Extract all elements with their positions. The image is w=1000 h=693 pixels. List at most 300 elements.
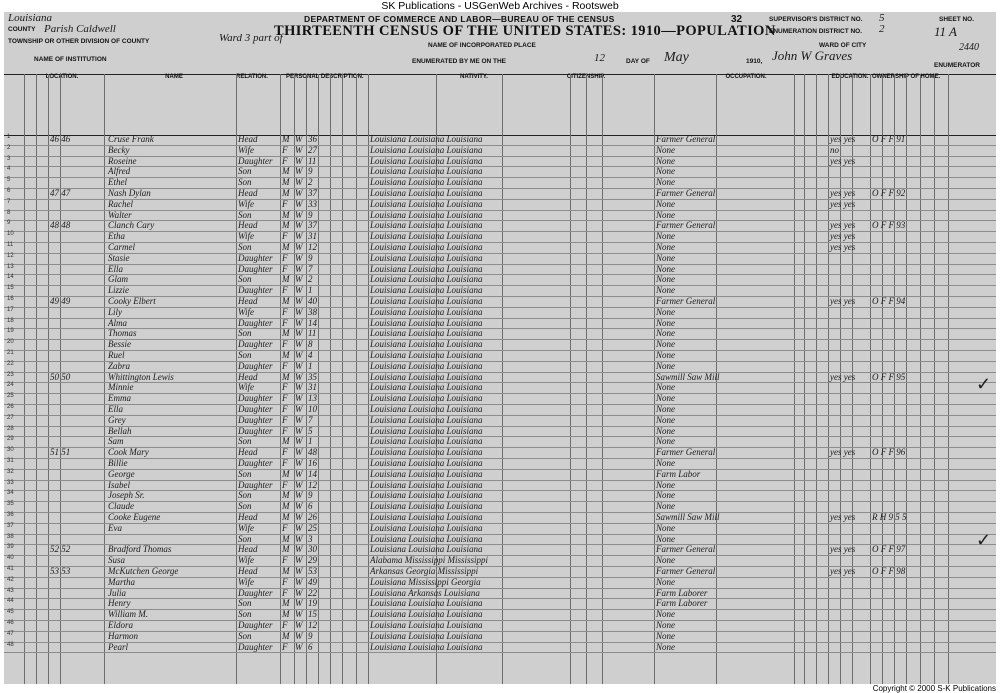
cell-pl: Louisiana Louisiana Louisiana — [370, 198, 483, 209]
cell-sx: M — [282, 630, 290, 641]
cell-occ: Farmer General — [656, 220, 716, 231]
cell-pl: Louisiana Louisiana Louisiana — [370, 447, 483, 458]
cell-occ: None — [656, 198, 675, 209]
cell-rel: Son — [238, 630, 252, 641]
incorporated-place-label: NAME OF INCORPORATED PLACE — [428, 42, 536, 49]
cell-occ: None — [656, 414, 675, 425]
cell-age: 38 — [308, 306, 317, 317]
cell-occ: None — [656, 209, 675, 220]
cell-rel: Son — [238, 490, 252, 501]
cell-name: Julia — [108, 587, 126, 598]
cell-sx: F — [282, 479, 288, 490]
cell-sx: M — [282, 177, 290, 188]
year-label: 1910, — [746, 58, 763, 65]
cell-own: R H 9 5 5 — [872, 512, 907, 522]
cell-age: 53 — [308, 566, 317, 576]
cell-n: 16 — [7, 296, 14, 302]
cell-n: 26 — [7, 404, 14, 410]
ward-of-city-label: WARD OF CITY — [819, 42, 867, 49]
cell-pl: Louisiana Louisiana Louisiana — [370, 436, 483, 447]
cell-sx: M — [282, 188, 290, 198]
cell-n: 11 — [7, 242, 14, 248]
cell-age: 9 — [308, 166, 313, 177]
cell-n: 38 — [7, 533, 14, 540]
cell-ed: yes yes — [830, 220, 856, 231]
cell-rel: Head — [238, 134, 258, 144]
cell-sx: F — [282, 285, 288, 296]
cell-pl: Louisiana Louisiana Louisiana — [370, 468, 483, 479]
cell-age: 27 — [308, 144, 317, 155]
cell-pl: Louisiana Louisiana Louisiana — [370, 285, 483, 296]
cell-occ: None — [656, 501, 675, 512]
cell-ed: yes yes — [830, 188, 856, 198]
sheet-label: SHEET NO. — [939, 16, 975, 23]
cell-sx: M — [282, 609, 290, 620]
cell-age: 37 — [308, 188, 317, 198]
day-handwritten: 12 — [594, 52, 605, 64]
cell-sx: M — [282, 544, 290, 555]
cell-sx: M — [282, 533, 290, 544]
cell-pl: Louisiana Louisiana Louisiana — [370, 371, 483, 382]
cell-age: 37 — [308, 220, 317, 231]
cell-ed: yes yes — [830, 296, 856, 306]
cell-age: 13 — [308, 393, 317, 404]
institution-label: NAME OF INSTITUTION — [34, 56, 107, 63]
cell-age: 7 — [308, 414, 313, 425]
cell-occ: None — [656, 350, 675, 360]
cell-age: 29 — [308, 555, 317, 566]
cell-name: Whittington Lewis — [108, 371, 174, 382]
col-citizenship: CITIZENSHIP. — [566, 74, 606, 80]
cell-rel: Son — [238, 209, 252, 220]
cell-pl: Louisiana Louisiana Louisiana — [370, 479, 483, 490]
cell-age: 11 — [308, 155, 317, 166]
enumerator-handwritten: John W Graves — [772, 48, 853, 63]
cell-pl: Louisiana Arkansas Louisiana — [370, 587, 480, 598]
cell-rel: Son — [238, 468, 252, 479]
cell-occ: None — [656, 609, 675, 620]
cell-n: 12 — [7, 252, 14, 259]
cell-name: Stasie — [108, 252, 130, 263]
cell-pl: Louisiana Louisiana Louisiana — [370, 231, 483, 242]
cell-occ: None — [656, 425, 675, 436]
cell-n: 23 — [7, 371, 14, 378]
cell-age: 9 — [308, 490, 313, 501]
cell-occ: None — [656, 274, 675, 285]
cell-rc: W — [295, 436, 303, 447]
cell-pl: Louisiana Mississippi Georgia — [370, 576, 481, 587]
cell-age: 9 — [308, 252, 313, 263]
cell-pl: Louisiana Louisiana Louisiana — [370, 414, 483, 425]
cell-pl: Louisiana Louisiana Louisiana — [370, 382, 483, 393]
enum-district-label: ENUMERATION DISTRICT NO. — [769, 28, 863, 35]
cell-name: Bradford Thomas — [108, 544, 172, 555]
cell-age: 1 — [308, 285, 313, 296]
cell-rc: W — [295, 522, 303, 533]
cell-ed: yes yes — [830, 544, 856, 555]
cell-pl: Louisiana Louisiana Louisiana — [370, 425, 483, 436]
cell-age: 14 — [308, 468, 317, 479]
cell-rel: Wife — [238, 306, 254, 317]
cell-sx: M — [282, 371, 290, 382]
cell-sx: F — [282, 360, 288, 371]
cell-rel: Daughter — [238, 479, 273, 490]
cell-rc: W — [295, 360, 303, 371]
cell-sx: F — [282, 263, 288, 274]
cell-n: 34 — [7, 490, 14, 497]
cell-name: Zabra — [108, 360, 131, 371]
cell-occ: None — [656, 555, 675, 566]
cell-rel: Son — [238, 274, 252, 285]
cell-pl: Louisiana Louisiana Louisiana — [370, 252, 483, 263]
cell-n: 21 — [7, 350, 14, 356]
cell-ed: yes yes — [830, 371, 856, 382]
cell-own: O F F 98 — [872, 566, 906, 576]
cell-sx: F — [282, 382, 288, 393]
county-label: COUNTY — [8, 26, 36, 33]
enumerator-label: ENUMERATOR — [934, 62, 980, 69]
cell-ed: yes yes — [830, 447, 856, 458]
cell-pl: Louisiana Louisiana Louisiana — [370, 404, 483, 414]
cell-name: Rachel — [108, 198, 133, 209]
cell-occ: None — [656, 522, 675, 533]
cell-rel: Daughter — [238, 587, 273, 598]
cell-pl: Louisiana Louisiana Louisiana — [370, 209, 483, 220]
cell-occ: None — [656, 166, 675, 177]
cell-rel: Daughter — [238, 393, 273, 404]
cell-name: McKutchen George — [108, 566, 179, 576]
cell-pl: Louisiana Louisiana Louisiana — [370, 134, 483, 144]
cell-name: Walter — [108, 209, 132, 220]
cell-n: 22 — [7, 360, 14, 367]
cell-rc: W — [295, 339, 303, 350]
cell-rc: W — [295, 285, 303, 296]
cell-sx: F — [282, 458, 288, 468]
cell-ed: yes yes — [830, 231, 856, 242]
cell-name: Cruse Frank — [108, 134, 154, 144]
cell-rc: W — [295, 177, 303, 188]
cell-sx: F — [282, 576, 288, 587]
cell-rc: W — [295, 371, 303, 382]
cell-rel: Head — [238, 566, 258, 576]
cell-occ: None — [656, 641, 675, 652]
cell-sx: F — [282, 339, 288, 350]
cell-n: 20 — [7, 339, 14, 346]
cell-dw: 48 48 — [50, 220, 71, 231]
cell-own: O F F 91 — [872, 134, 906, 144]
cell-name: Sam — [108, 436, 124, 447]
col-education: EDUCATION. — [831, 74, 869, 80]
cell-name: Thomas — [108, 328, 137, 339]
cell-pl: Louisiana Louisiana Louisiana — [370, 598, 483, 609]
col-name: NAME — [165, 74, 183, 80]
cell-pl: Louisiana Louisiana Louisiana — [370, 166, 483, 177]
cell-pl: Louisiana Louisiana Louisiana — [370, 306, 483, 317]
cell-pl: Louisiana Louisiana Louisiana — [370, 544, 483, 555]
cell-rel: Wife — [238, 576, 254, 587]
cell-name: Roseine — [108, 155, 137, 166]
cell-pl: Louisiana Louisiana Louisiana — [370, 350, 483, 360]
cell-rel: Wife — [238, 144, 254, 155]
cell-occ: Farmer General — [656, 134, 716, 144]
cell-rc: W — [295, 425, 303, 436]
cell-pl: Louisiana Louisiana Louisiana — [370, 296, 483, 306]
cell-rel: Head — [238, 544, 258, 555]
cell-occ: Farm Laborer — [656, 587, 708, 598]
cell-own: O F F 93 — [872, 220, 906, 231]
cell-n: 5 — [7, 177, 11, 184]
cell-sx: M — [282, 166, 290, 177]
cell-sx: F — [282, 393, 288, 404]
cell-age: 49 — [308, 576, 317, 587]
cell-name: Billie — [108, 458, 128, 468]
cell-own: O F F 94 — [872, 296, 906, 306]
cell-rel: Daughter — [238, 404, 273, 414]
cell-rc: W — [295, 242, 303, 252]
cell-name: George — [108, 468, 135, 479]
cell-age: 4 — [308, 350, 313, 360]
cell-rc: W — [295, 274, 303, 285]
cell-pl: Louisiana Louisiana Louisiana — [370, 490, 483, 501]
cell-sx: F — [282, 252, 288, 263]
cell-pl: Louisiana Louisiana Louisiana — [370, 501, 483, 512]
cell-age: 9 — [308, 209, 313, 220]
cell-n: 28 — [7, 425, 14, 432]
cell-rc: W — [295, 587, 303, 598]
cell-own: O F F 95 — [872, 371, 906, 382]
cell-n: 40 — [7, 555, 14, 562]
cell-age: 7 — [308, 263, 313, 274]
cell-sx: M — [282, 242, 290, 252]
cell-n: 14 — [7, 274, 14, 281]
page-number: 32 — [731, 14, 743, 25]
cell-pl: Louisiana Louisiana Louisiana — [370, 339, 483, 350]
cell-name: Clanch Cary — [108, 220, 155, 231]
state-handwritten: Louisiana — [8, 12, 53, 24]
cell-sx: M — [282, 220, 290, 231]
cell-ed: yes yes — [830, 155, 856, 166]
cell-occ: Farmer General — [656, 544, 716, 555]
cell-rc: W — [295, 458, 303, 468]
cell-occ: None — [656, 339, 675, 350]
cell-rc: W — [295, 220, 303, 231]
column-header-band — [4, 74, 996, 136]
cell-own: O F F 97 — [872, 544, 906, 555]
cell-pl: Louisiana Louisiana Louisiana — [370, 188, 483, 198]
margin-mark: ✓ — [976, 530, 992, 550]
cell-n: 32 — [7, 468, 14, 475]
cell-n: 9 — [7, 220, 11, 227]
cell-age: 2 — [308, 274, 313, 285]
col-location: LOCATION. — [45, 74, 79, 80]
cell-pl: Louisiana Louisiana Louisiana — [370, 360, 483, 371]
cell-n: 17 — [7, 306, 14, 313]
cell-rc: W — [295, 620, 303, 630]
cell-age: 3 — [308, 533, 313, 544]
cell-sx: F — [282, 231, 288, 242]
cell-name: Henry — [108, 598, 131, 609]
enum-district-handwritten: 2 — [879, 23, 885, 35]
cell-pl: Louisiana Louisiana Louisiana — [370, 220, 483, 231]
cell-rel: Son — [238, 501, 252, 512]
cell-n: 35 — [7, 501, 14, 508]
cell-occ: None — [656, 252, 675, 263]
cell-occ: None — [656, 317, 675, 328]
cell-occ: None — [656, 242, 675, 252]
cell-rel: Daughter — [238, 285, 273, 296]
cell-occ: Sawmill Saw Mill — [656, 371, 720, 382]
cell-name: Lizzie — [108, 285, 130, 296]
cell-rel: Son — [238, 328, 252, 339]
cell-dw: 47 47 — [50, 188, 71, 198]
cell-n: 46 — [7, 620, 14, 626]
cell-rel: Son — [238, 166, 252, 177]
table-row — [4, 642, 996, 654]
cell-age: 40 — [308, 296, 317, 306]
col-relation: RELATION. — [236, 74, 268, 80]
cell-own: O F F 96 — [872, 447, 906, 458]
cell-name: Glam — [108, 274, 128, 285]
cell-n: 15 — [7, 285, 14, 292]
copyright-notice: Copyright © 2000 S-K Publications — [872, 684, 996, 693]
cell-rc: W — [295, 566, 303, 576]
cell-sx: M — [282, 490, 290, 501]
cell-rc: W — [295, 576, 303, 587]
cell-name: Becky — [108, 144, 130, 155]
cell-occ: Farmer General — [656, 188, 716, 198]
cell-age: 30 — [308, 544, 317, 555]
cell-name: Bellah — [108, 425, 132, 436]
cell-rc: W — [295, 641, 303, 652]
cell-sx: F — [282, 555, 288, 566]
cell-name: Bessie — [108, 339, 131, 350]
cell-occ: None — [656, 533, 675, 544]
cell-rc: W — [295, 144, 303, 155]
cell-rel: Wife — [238, 231, 254, 242]
cell-n: 47 — [7, 630, 14, 637]
cell-age: 2 — [308, 177, 313, 188]
cell-name: Lily — [108, 306, 123, 317]
cell-sx: M — [282, 598, 290, 609]
cell-sx: M — [282, 512, 290, 522]
cell-n: 31 — [7, 458, 14, 464]
cell-name: Eldora — [108, 620, 134, 630]
cell-ed: yes yes — [830, 512, 856, 522]
cell-rc: W — [295, 382, 303, 393]
cell-rel: Daughter — [238, 641, 273, 652]
cell-sx: F — [282, 317, 288, 328]
cell-ed: yes yes — [830, 134, 856, 144]
cell-n: 8 — [7, 209, 11, 216]
cell-rc: W — [295, 134, 303, 144]
cell-age: 33 — [308, 198, 317, 209]
cell-pl: Louisiana Louisiana Louisiana — [370, 177, 483, 188]
cell-rel: Daughter — [238, 263, 273, 274]
cell-ed: yes yes — [830, 242, 856, 252]
cell-name: Cook Mary — [108, 447, 149, 458]
cell-pl: Louisiana Louisiana Louisiana — [370, 533, 483, 544]
cell-n: 24 — [7, 382, 14, 389]
cell-age: 12 — [308, 479, 317, 490]
cell-rc: W — [295, 447, 303, 458]
cell-n: 2 — [7, 144, 11, 151]
cell-occ: None — [656, 360, 675, 371]
cell-rc: W — [295, 533, 303, 544]
parish-handwritten: Parish Caldwell — [44, 23, 116, 35]
margin-mark: ✓ — [976, 374, 992, 394]
cell-rel: Daughter — [238, 425, 273, 436]
cell-sx: F — [282, 620, 288, 630]
col-ownership: OWNERSHIP OF HOME. — [872, 74, 941, 80]
cell-rel: Son — [238, 350, 252, 360]
supervisor-handwritten: 5 — [879, 12, 885, 24]
cell-occ: None — [656, 177, 675, 188]
cell-dw: 51 51 — [50, 447, 71, 458]
cell-name: Cooke Eugene — [108, 512, 161, 522]
cell-age: 31 — [308, 382, 317, 393]
day-of-label: DAY OF — [626, 58, 650, 65]
cell-name: Grey — [108, 414, 126, 425]
cell-sx: F — [282, 641, 288, 652]
cell-occ: None — [656, 576, 675, 587]
cell-age: 36 — [308, 134, 317, 144]
cell-n: 6 — [7, 188, 11, 194]
ward-handwritten: Ward 3 part of — [219, 32, 283, 44]
month-handwritten: May — [664, 50, 689, 65]
cell-own: O F F 92 — [872, 188, 906, 198]
cell-age: 15 — [308, 609, 317, 620]
cell-n: 41 — [7, 566, 14, 572]
cell-sx: M — [282, 436, 290, 447]
cell-occ: None — [656, 393, 675, 404]
cell-age: 16 — [308, 458, 317, 468]
cell-age: 48 — [308, 447, 317, 458]
cell-rel: Son — [238, 242, 252, 252]
cell-rel: Wife — [238, 198, 254, 209]
cell-n: 42 — [7, 576, 14, 583]
cell-rc: W — [295, 317, 303, 328]
banner: SK Publications - USGenWeb Archives - Rootsweb — [0, 0, 1000, 12]
cell-rc: W — [295, 350, 303, 360]
cell-sx: M — [282, 134, 290, 144]
cell-sx: M — [282, 296, 290, 306]
cell-age: 8 — [308, 339, 313, 350]
cell-age: 5 — [308, 425, 313, 436]
cell-age: 9 — [308, 630, 313, 641]
cell-rel: Son — [238, 598, 252, 609]
cell-age: 12 — [308, 242, 317, 252]
cell-name: Minnie — [108, 382, 134, 393]
cell-rc: W — [295, 263, 303, 274]
cell-rel: Daughter — [238, 414, 273, 425]
cell-n: 30 — [7, 447, 14, 454]
cell-rc: W — [295, 306, 303, 317]
cell-occ: Sawmill Saw Mill — [656, 512, 720, 522]
cell-rc: W — [295, 468, 303, 479]
cell-rc: W — [295, 544, 303, 555]
cell-occ: None — [656, 436, 675, 447]
cell-ed: yes yes — [830, 566, 856, 576]
cell-rc: W — [295, 198, 303, 209]
cell-sx: M — [282, 328, 290, 339]
cell-occ: None — [656, 306, 675, 317]
cell-sx: F — [282, 404, 288, 414]
cell-n: 39 — [7, 544, 14, 551]
cell-occ: None — [656, 490, 675, 501]
cell-rc: W — [295, 609, 303, 620]
cell-occ: Farmer General — [656, 296, 716, 306]
cell-age: 6 — [308, 641, 313, 652]
